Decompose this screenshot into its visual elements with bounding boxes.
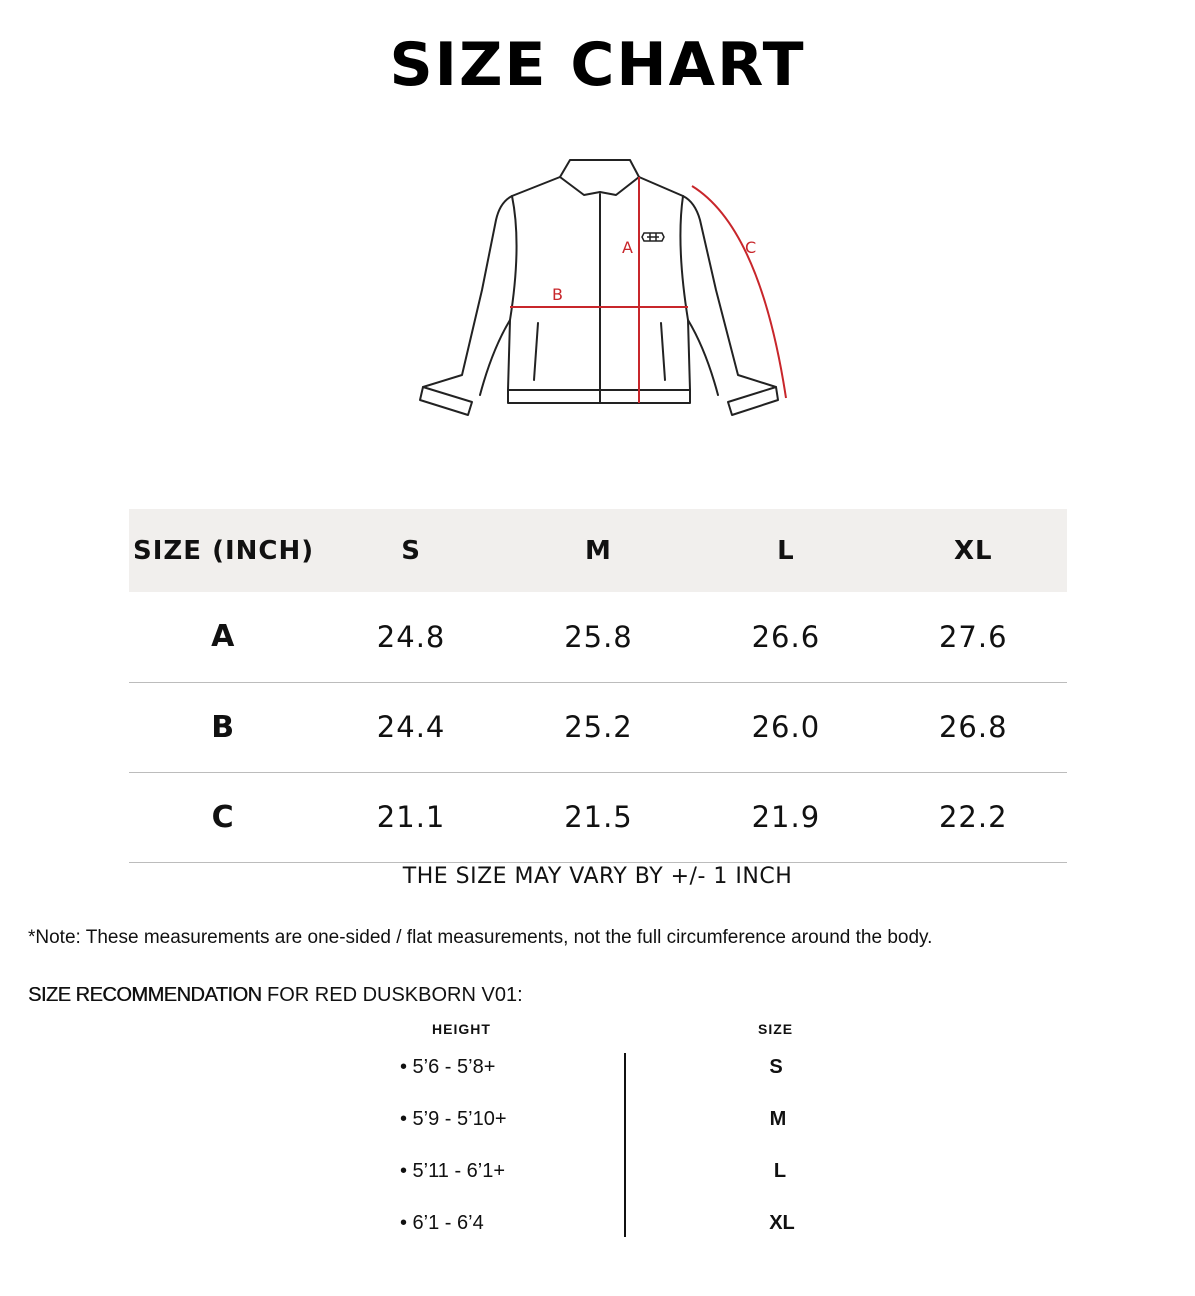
size-col-header: L [777, 535, 795, 566]
jacket-illustration [400, 150, 800, 430]
left-sleeve-inner [480, 320, 510, 395]
row-label: C [211, 799, 235, 835]
size-variance-note: THE SIZE MAY VARY BY +/- 1 INCH [402, 864, 793, 889]
measure-c-label: C [745, 238, 757, 257]
right-sleeve-inner [688, 320, 718, 395]
table-cell: 26.6 [751, 619, 821, 654]
recommendation-heading-rest: FOR RED DUSKBORN V01: [261, 984, 523, 1006]
jacket-diagram [400, 150, 800, 430]
size-table-header [129, 509, 1067, 592]
corner-label: SIZE (INCH) [133, 535, 315, 566]
table-cell: 22.2 [938, 800, 1008, 834]
recommended-size: S [769, 1056, 783, 1078]
logo-mark [642, 233, 664, 241]
table-row [129, 772, 1067, 862]
recommended-size: L [773, 1160, 787, 1182]
right-cuff [728, 387, 778, 415]
left-sleeve-outer [423, 177, 560, 387]
column-divider [624, 1053, 626, 1237]
table-cell: 25.2 [564, 710, 633, 744]
page-title: SIZE CHART [389, 30, 806, 100]
left-pocket [534, 323, 538, 380]
table-cell: 24.4 [376, 710, 446, 744]
height-range: • 5’6 - 5’8+ [400, 1056, 496, 1078]
recommended-size: XL [769, 1212, 795, 1234]
table-cell: 25.8 [564, 619, 633, 654]
size-col-header: XL [953, 535, 993, 566]
table-cell: 21.5 [564, 800, 633, 834]
collar [560, 160, 639, 195]
measurement-note: *Note: These measurements are one-sided / flat measurements, not the full circumference around the body. [28, 927, 933, 948]
measure-c-line [692, 186, 786, 398]
table-cell: 24.8 [376, 619, 446, 654]
table-cell: 26.8 [938, 710, 1008, 744]
table-cell: 21.1 [376, 800, 446, 834]
height-range: • 6’1 - 6’4 [400, 1212, 484, 1234]
size-col-header: M [585, 535, 612, 566]
size-col-header: S [401, 535, 421, 566]
left-cuff [420, 387, 472, 415]
table-cell: 27.6 [938, 619, 1008, 654]
right-pocket [661, 323, 665, 380]
recommendation-heading [28, 984, 523, 1007]
height-range: • 5’9 - 5’10+ [400, 1108, 507, 1130]
measure-a-label: A [622, 238, 633, 257]
size-table [129, 509, 1067, 863]
size-column-header: SIZE [758, 1021, 794, 1037]
table-row [129, 682, 1067, 772]
recommendation-heading-strong: SIZE RECOMMENDATION [28, 984, 262, 1006]
table-row [129, 592, 1067, 682]
recommended-size: M [769, 1108, 787, 1130]
height-range: • 5’11 - 6’1+ [400, 1160, 506, 1182]
table-cell: 26.0 [751, 710, 821, 744]
row-label: B [211, 709, 236, 745]
row-label: A [211, 619, 236, 655]
table-cell: 21.9 [751, 800, 821, 834]
right-sleeve-outer [639, 177, 776, 387]
height-column-header: HEIGHT [432, 1021, 491, 1037]
measure-b-label: B [552, 285, 563, 304]
